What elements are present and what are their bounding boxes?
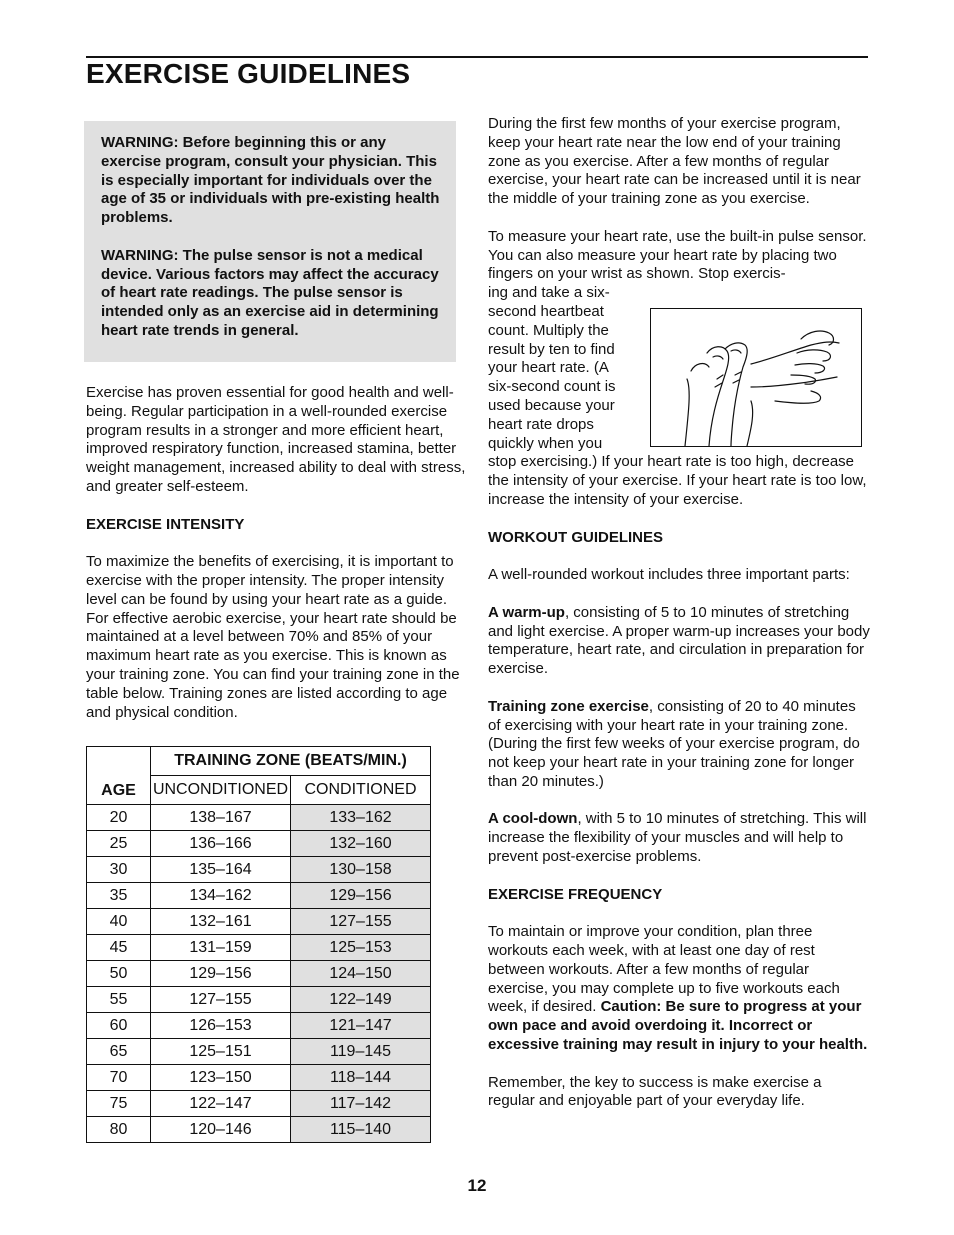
warmup-text: , consisting of 5 to 10 minutes of stretching and light exercise. A proper warm-up increases your body temperature, heart rate, and circulation in preparation for exercise. xyxy=(488,603,870,678)
conditioned-cell: 122–149 xyxy=(291,987,431,1013)
unconditioned-cell: 127–155 xyxy=(151,987,291,1013)
conditioned-cell: 125–153 xyxy=(291,935,431,961)
unconditioned-cell: 131–159 xyxy=(151,935,291,961)
conditioned-cell: 124–150 xyxy=(291,961,431,987)
conditioned-cell: 129–156 xyxy=(291,883,431,909)
age-cell: 45 xyxy=(87,935,151,961)
table-row xyxy=(87,935,431,961)
table-row xyxy=(87,1065,431,1091)
closing-paragraph: Remember, the key to success is make exercise a regular and enjoyable part of your everyday life. xyxy=(488,1073,822,1110)
age-cell: 30 xyxy=(87,857,151,883)
measure-heart-rate-intro: To measure your heart rate, use the built-in pulse sensor. You can also measure your heart rate by placing two fingers on your wrist as shown. Stop exercis- xyxy=(488,227,867,283)
conditioned-cell: 132–160 xyxy=(291,831,431,857)
measure-heart-rate-wrapped: ing and take a six-second heartbeat count. Multiply the result by ten to find your heart rate. (A six-second count is used because your heart rate drops quickly when you xyxy=(488,284,616,452)
age-cell: 40 xyxy=(87,909,151,935)
right-column xyxy=(488,115,870,1130)
workout-guidelines-heading: WORKOUT GUIDELINES xyxy=(488,528,663,546)
warmup-label: A warm-up xyxy=(488,603,565,621)
age-cell: 60 xyxy=(87,1013,151,1039)
warmup-paragraph xyxy=(488,604,870,679)
table-row xyxy=(87,1013,431,1039)
page-title: EXERCISE GUIDELINES xyxy=(86,58,411,89)
unconditioned-cell: 123–150 xyxy=(151,1065,291,1091)
age-cell: 55 xyxy=(87,987,151,1013)
age-cell: 50 xyxy=(87,961,151,987)
unconditioned-cell: 132–161 xyxy=(151,909,291,935)
cooldown-label: A cool-down xyxy=(488,810,578,828)
workout-intro: A well-rounded workout includes three important parts: xyxy=(488,566,850,584)
conditioned-header: CONDITIONED xyxy=(291,776,431,805)
training-zone-text: , consisting of 20 to 40 minutes of exercising with your heart rate in your training zone. (During the first few weeks of your exercise program, do not keep your heart rate in your training zone for longer than 20 minutes.) xyxy=(488,697,860,790)
unconditioned-cell: 126–153 xyxy=(151,1013,291,1039)
conditioned-cell: 115–140 xyxy=(291,1117,431,1143)
conditioned-cell: 121–147 xyxy=(291,1013,431,1039)
table-row xyxy=(87,831,431,857)
conditioned-cell: 119–145 xyxy=(291,1039,431,1065)
warning-physician: WARNING: Before beginning this or any exercise program, consult your physician. This is especially important for individuals over the age of 35 or individuals with pre-existing health problems. xyxy=(101,134,440,227)
age-cell: 65 xyxy=(87,1039,151,1065)
unconditioned-cell: 120–146 xyxy=(151,1117,291,1143)
age-cell: 80 xyxy=(87,1117,151,1143)
left-column xyxy=(86,384,466,741)
age-cell: 70 xyxy=(87,1065,151,1091)
table-row xyxy=(87,909,431,935)
unconditioned-cell: 122–147 xyxy=(151,1091,291,1117)
unconditioned-cell: 129–156 xyxy=(151,961,291,987)
training-zone-paragraph xyxy=(488,698,870,792)
conditioned-cell: 127–155 xyxy=(291,909,431,935)
exercise-intensity-text: To maximize the benefits of exercising, it is important to exercise with the proper intensity. The proper intensity level can be found by using your heart rate as a guide. For effective aerobic exercise, your heart rate should be maintained at a level between 70% and 85% of your maximum heart rate as you exercise. This is known as your training zone. You can find your training zone in the table below. Training zones are listed according to age and physical condition. xyxy=(86,553,460,721)
unconditioned-cell: 134–162 xyxy=(151,883,291,909)
table-row xyxy=(87,805,431,831)
age-cell: 20 xyxy=(87,805,151,831)
table-row xyxy=(87,1091,431,1117)
cooldown-paragraph xyxy=(488,810,870,866)
age-cell: 25 xyxy=(87,831,151,857)
age-cell: 35 xyxy=(87,883,151,909)
early-months-paragraph: During the first few months of your exercise program, keep your heart rate near the low end of your training zone as you exercise. After a few months of regular exercise, your heart rate can be increased until it is near the middle of your training zone as you exercise. xyxy=(488,115,861,208)
conditioned-cell: 117–142 xyxy=(291,1091,431,1117)
unconditioned-cell: 135–164 xyxy=(151,857,291,883)
warning-pulse-sensor: WARNING: The pulse sensor is not a medical device. Various factors may affect the accuracy of heart rate readings. The pulse sensor is intended only as an exercise aid in determining heart rate trends in general. xyxy=(101,246,439,339)
exercise-frequency-paragraph xyxy=(488,923,870,1055)
frequency-text: To maintain or improve your condition, plan three workouts each week, with at least one day of rest between workouts. After a few months of regular exercise, you may complete up to five workouts each week, if desired. xyxy=(488,923,840,1016)
table-row xyxy=(87,1039,431,1065)
table-row xyxy=(87,1117,431,1143)
unconditioned-cell: 125–151 xyxy=(151,1039,291,1065)
table-row xyxy=(87,857,431,883)
frequency-caution: Caution: Be sure to progress at your own pace and avoid overdoing it. Incorrect or excessive training may result in injury to your health. xyxy=(488,998,868,1054)
unconditioned-cell: 138–167 xyxy=(151,805,291,831)
page-number: 12 xyxy=(467,1176,487,1195)
exercise-intensity-heading: EXERCISE INTENSITY xyxy=(86,515,245,533)
age-cell: 75 xyxy=(87,1091,151,1117)
conditioned-cell: 133–162 xyxy=(291,805,431,831)
conditioned-cell: 118–144 xyxy=(291,1065,431,1091)
intro-paragraph: Exercise has proven essential for good health and well-being. Regular participation in a well-rounded exercise program results in a stronger and more efficient heart, improved respiratory function, increased stamina, better weight management, increased ability to deal with stress, and greater self-esteem. xyxy=(86,384,466,495)
hand-wrist-icon xyxy=(651,309,861,446)
exercise-frequency-heading: EXERCISE FREQUENCY xyxy=(488,885,663,903)
table-row xyxy=(87,961,431,987)
pulse-check-illustration xyxy=(650,308,862,447)
training-zone-rows xyxy=(87,805,431,1143)
unconditioned-header: UNCONDITIONED xyxy=(151,776,291,805)
training-zone-header: TRAINING ZONE (BEATS/MIN.) xyxy=(151,747,431,776)
measure-heart-rate-conclusion: stop exercising.) If your heart rate is too high, decrease the intensity of your exercise. If your heart rate is too low, increase the intensity of your exercise. xyxy=(488,453,867,508)
unconditioned-cell: 136–166 xyxy=(151,831,291,857)
age-header: AGE xyxy=(87,747,151,805)
cooldown-text: , with 5 to 10 minutes of stretching. This will increase the flexibility of your muscles and will help to prevent post-exercise problems. xyxy=(488,810,867,866)
table-row xyxy=(87,987,431,1013)
training-zone-label: Training zone exercise xyxy=(488,697,649,715)
warning-box xyxy=(84,121,456,362)
conditioned-cell: 130–158 xyxy=(291,857,431,883)
table-row xyxy=(87,883,431,909)
training-zone-table xyxy=(86,746,431,1143)
